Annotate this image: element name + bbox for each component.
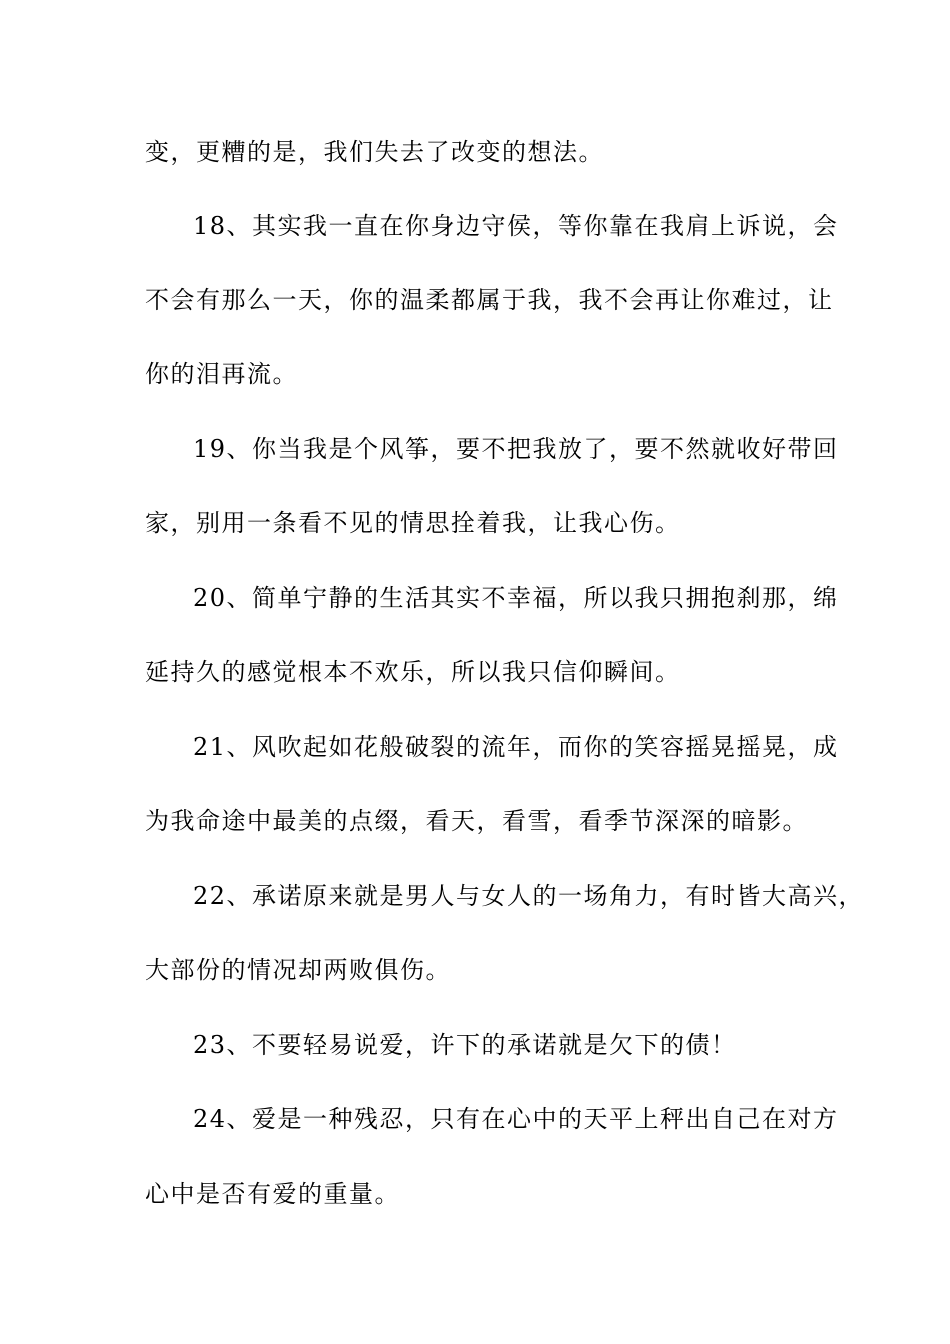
paragraph-22-line-2: 大部份的情况却两败俱伤。: [145, 956, 451, 984]
paragraph-19-line-1: 19、你当我是个风筝，要不把我放了，要不然就收好带回: [193, 435, 839, 463]
paragraph-21-line-1: 21、风吹起如花般破裂的流年，而你的笑容摇晃摇晃，成: [193, 733, 839, 761]
text-line-continuation: 变，更糟的是，我们失去了改变的想法。: [145, 138, 604, 166]
paragraph-18-line-3: 你的泪再流。: [145, 360, 298, 388]
paragraph-18-line-2: 不会有那么一天，你的温柔都属于我，我不会再让你难过，让: [145, 286, 834, 314]
paragraph-20-line-1: 20、简单宁静的生活其实不幸福，所以我只拥抱刹那，绵: [193, 584, 839, 612]
paragraph-24-line-2: 心中是否有爱的重量。: [145, 1180, 400, 1208]
paragraph-20-line-2: 延持久的感觉根本不欢乐，所以我只信仰瞬间。: [145, 658, 681, 686]
paragraph-21-line-2: 为我命途中最美的点缀，看天，看雪，看季节深深的暗影。: [145, 807, 808, 835]
paragraph-19-line-2: 家，别用一条看不见的情思拴着我，让我心伤。: [145, 509, 681, 537]
paragraph-22-line-1: 22、承诺原来就是男人与女人的一场角力，有时皆大高兴，: [193, 882, 865, 910]
paragraph-24-line-1: 24、爱是一种残忍，只有在心中的天平上秤出自己在对方: [193, 1105, 839, 1133]
paragraph-18-line-1: 18、其实我一直在你身边守侯，等你靠在我肩上诉说，会: [193, 212, 839, 240]
paragraph-23-line-1: 23、不要轻易说爱，许下的承诺就是欠下的债！: [193, 1031, 737, 1059]
